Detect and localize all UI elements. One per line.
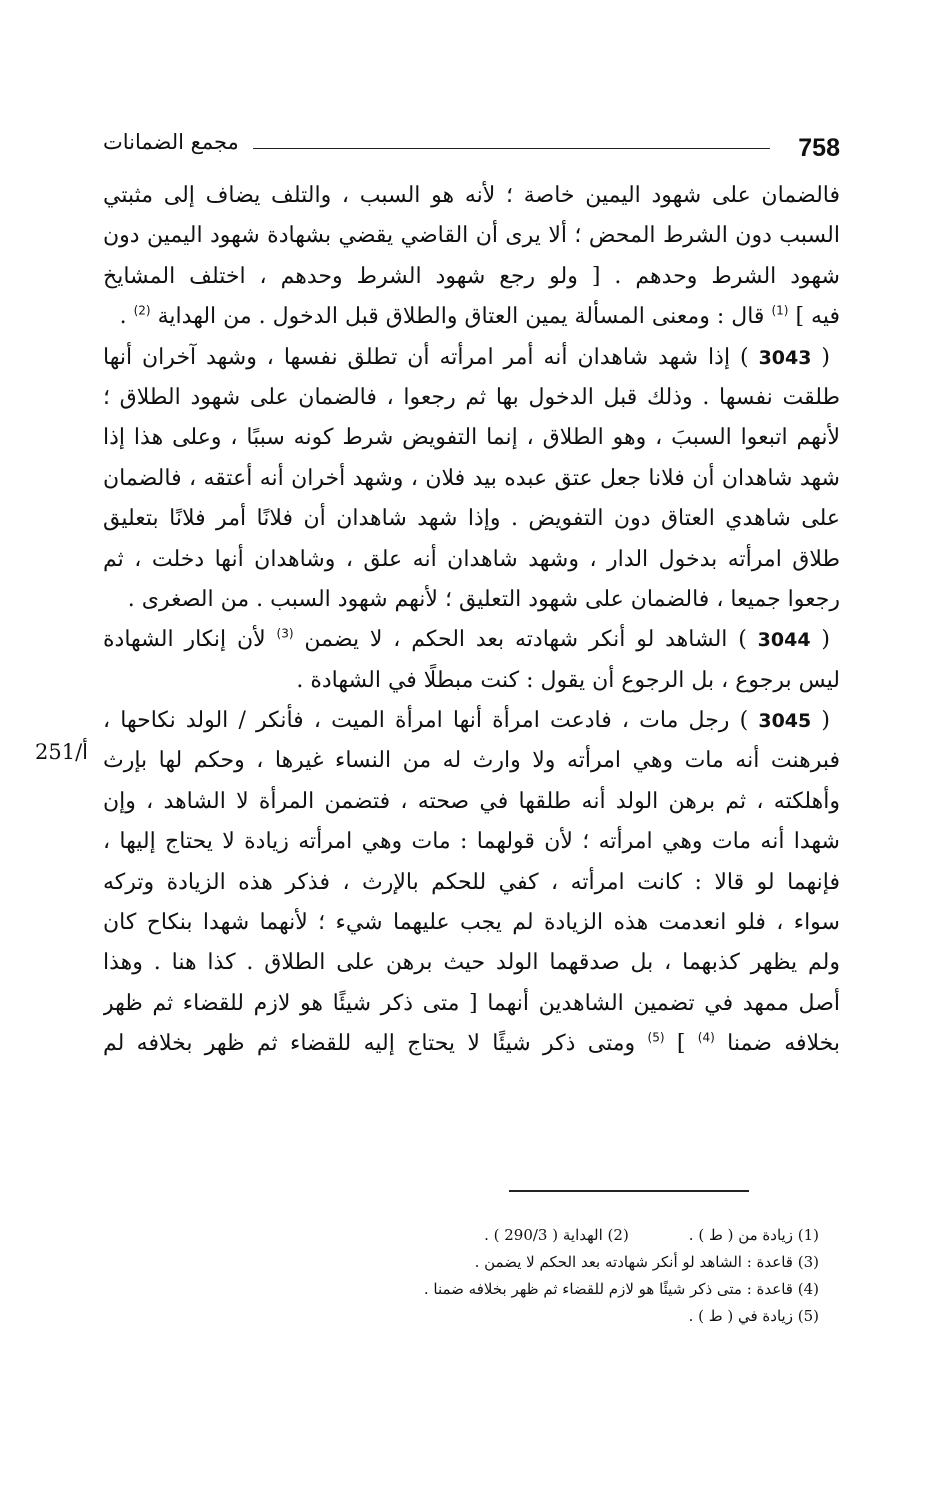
text-segment: ] (676, 1031, 686, 1057)
text-line (103, 1024, 840, 1064)
text-line: على شاهدي العتاق دون التفويض . وإذا شهد شاهدان أن فلانًا أمر فلانًا بتعليق (103, 506, 840, 532)
footnote-ref: (1) (771, 303, 789, 318)
entry-number: 3045 (758, 710, 812, 733)
footnote-row (99, 1222, 819, 1249)
footnote-5: (5) زيادة في ( ط ) . (688, 1307, 819, 1325)
text-line-entry-3045: ( 3045 ) رجل مات ، فادعت امرأة أنها امرأة الميت ، فأنكر / الولد نكاحها ، (103, 708, 830, 734)
text-segment: لأن إنكار الشهادة (103, 627, 266, 653)
text-segment: . (119, 304, 127, 330)
text-line: سواء ، فلو انعدمت هذه الزيادة لم يجب عليهما شيء ؛ لأنهما شهدا بنكاح كان (103, 910, 840, 936)
text-segment: قال : ومعنى المسألة يمين العتاق والطلاق قبل الدخول . من الهداية (157, 304, 765, 330)
text-line: السبب دون الشرط المحض ؛ ألا يرى أن القاضي يقضي بشهادة شهود اليمين دون (103, 223, 840, 249)
text-line: فالضمان على شهود اليمين خاصة ؛ لأنه هو السبب ، والتلف يضاف إلى مثبتي (103, 183, 840, 208)
footnote-1: (1) زيادة من ( ط ) . (688, 1226, 819, 1244)
footnote-ref: (5) (647, 1030, 665, 1045)
text-line-entry-3044 (103, 620, 840, 660)
text-line: أصل ممهد في تضمين الشاهدين أنهما [ متى ذكر شيئًا هو لازم للقضاء ثم ظهر (103, 990, 840, 1016)
text-line: طلقت نفسها . وذلك قبل الدخول بها ثم رجعوا ، فالضمان على شهود الطلاق ؛ (103, 384, 840, 410)
text-line: ولم يظهر كذبهما ، بل صدقهما الولد حيث برهن على الطلاق . كذا هنا . وهذا (103, 950, 840, 976)
footnote-ref: (3) (276, 626, 294, 641)
entry-number: 3044 (757, 629, 811, 652)
text-line (103, 297, 840, 337)
footnote-rule (509, 1190, 749, 1192)
text-segment: بخلافه ضمنا (727, 1031, 840, 1057)
text-line: فإنهما لو قالا : كانت امرأته ، كفي للحكم بالإرث ، فذكر هذه الزيادة وتركه (103, 869, 840, 895)
main-text (103, 176, 840, 1065)
text-line-entry-3043: ( 3043 ) إذا شهد شاهدان أنه أمر امرأته أن تطلق نفسها ، وشهد آخران أنها (103, 344, 831, 370)
footnote-ref: (4) (697, 1030, 715, 1045)
text-segment: فيه ] (795, 304, 840, 330)
text-line: ليس برجوع ، بل الرجوع أن يقول : كنت مبطلًا في الشهادة . (296, 667, 840, 693)
footnote-3: (3) قاعدة : الشاهد لو أنكر شهادته بعد الحكم لا يضمن . (474, 1253, 819, 1271)
text-line: رجعوا جميعا ، فالضمان على شهود التعليق ؛ لأنهم شهود السبب . من الصغرى . (127, 586, 840, 612)
margin-folio-note: 251/أ (35, 740, 89, 764)
footnote-4: (4) قاعدة : متى ذكر شيئًا هو لازم للقضاء ثم ظهر بخلافه ضمنا . (423, 1280, 819, 1298)
text-line: طلاق امرأته بدخول الدار ، وشهد شاهدان أنه علق ، وشاهدان أنها دخلت ، ثم (103, 546, 840, 572)
text-line: شهود الشرط وحدهم . [ ولو رجع شهود الشرط وحدهم ، اختلف المشايخ (103, 263, 840, 289)
text-line: شهدا أنه مات وهي امرأته ؛ لأن قولهما : مات وهي امرأته زيادة لا يحتاج إليها ، (103, 829, 840, 855)
text-line: وأهلكته ، ثم برهن الولد أنه طلقها في صحته ، فتضمن المرأة لا الشاهد ، وإن (103, 788, 840, 814)
running-header (103, 128, 840, 168)
page-number: 758 (798, 134, 840, 162)
text-line: فبرهنت أنه مات وهي امرأته ولا وارث له من النساء غيرها ، وحكم لها بإرث (103, 748, 840, 774)
footnotes (99, 1222, 819, 1330)
footnote-ref: (2) (133, 303, 151, 318)
header-rule (253, 148, 770, 149)
book-title: مجمع الضمانات (103, 130, 239, 154)
text-segment: ( 3044 ) الشاهد لو أنكر شهادته بعد الحكم ، لا يضمن (304, 627, 830, 653)
footnote-2: (2) الهداية ( 290/3 ) . (484, 1226, 629, 1244)
entry-number: 3043 (758, 346, 812, 369)
text-segment: ومتى ذكر شيئًا لا يحتاج إليه للقضاء ثم ظهر بخلافه لم (103, 1031, 636, 1057)
text-line: لأنهم اتبعوا السببَ ، وهو الطلاق ، إنما التفويض شرط كونه سببًا ، وعلى هذا إذا (103, 425, 840, 451)
text-line: شهد شاهدان أن فلانا جعل عتق عبده بيد فلان ، وشهد أخران أنه أعتقه ، فالضمان (103, 465, 840, 491)
